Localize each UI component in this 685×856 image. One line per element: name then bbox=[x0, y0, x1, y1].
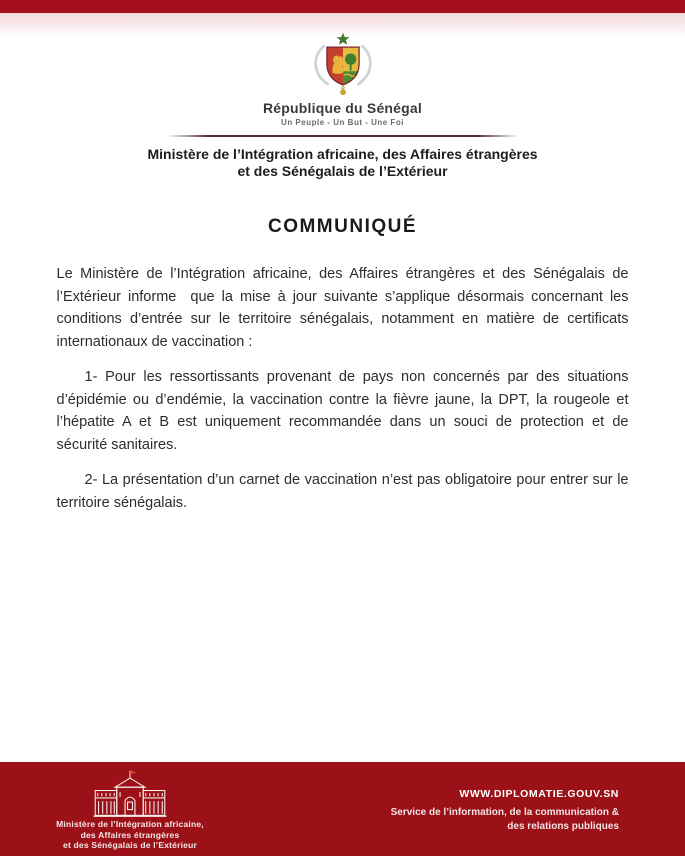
national-motto: Un Peuple - Un But - Une Foi bbox=[281, 118, 404, 127]
ministry-title-line1: Ministère de l’Intégration africaine, des Affaires étrangères bbox=[147, 146, 538, 162]
baobab-trunk bbox=[349, 63, 351, 70]
shield-green-base bbox=[343, 71, 359, 85]
medal bbox=[340, 89, 346, 95]
paragraph-point-1: 1- Pour les ressortissants provenant de pays non concernés par des situations d’épidémie ou d’endémie, la vaccination contre la fièvre jaune, la DPT, la rougeole et l’hépatite A et B est uniquement recommandée dans un souci de protection et de sécurité sanitaires. bbox=[56, 369, 633, 453]
republic-name: République du Sénégal bbox=[263, 100, 422, 116]
senegal-coat-of-arms-icon bbox=[295, 31, 391, 97]
ministry-title-line2: et des Sénégalais de l’Extérieur bbox=[237, 163, 448, 179]
service-name bbox=[260, 806, 619, 833]
top-red-strip bbox=[0, 0, 685, 13]
ministry-title bbox=[0, 146, 685, 180]
service-line2: des relations publiques bbox=[507, 820, 619, 832]
footer-ministry-line2: des Affaires étrangères bbox=[80, 829, 180, 840]
ministry-building-icon bbox=[86, 769, 174, 817]
document-header bbox=[0, 31, 685, 180]
document-title: COMMUNIQUÉ bbox=[267, 216, 418, 237]
footer-contact-block bbox=[260, 762, 685, 856]
document-footer bbox=[0, 762, 685, 856]
footer-ministry-line1: Ministère de l’Intégration africaine, bbox=[56, 819, 204, 829]
medal-link bbox=[341, 86, 344, 89]
document-body bbox=[56, 263, 633, 514]
footer-ministry-block bbox=[0, 762, 260, 856]
baobab-canopy bbox=[345, 54, 356, 65]
building-flag bbox=[130, 771, 137, 775]
emblem-wrap bbox=[0, 31, 685, 97]
paragraph-point-2: 2- La présentation d’un carnet de vaccination n’est pas obligatoire pour entrer sur le territoire sénégalais. bbox=[56, 472, 633, 511]
website-url: WWW.DIPLOMATIE.GOUV.SN bbox=[459, 788, 619, 800]
left-branch bbox=[315, 46, 327, 84]
service-line1: Service de l’information, de la communication & bbox=[390, 807, 619, 818]
header-divider bbox=[167, 135, 519, 137]
footer-ministry-line3: et des Sénégalais de l’Extérieur bbox=[63, 840, 197, 850]
lion-shape bbox=[332, 56, 343, 75]
paragraph-intro: Le Ministère de l’Intégration africaine, des Affaires étrangères et des Sénégalais de l’Extérieur informe que la mise à jour suivante s’applique désormais concernant les conditions d’entrée sur le territoire sénégalais, notamment en matière de certificats internationaux de vaccination : bbox=[56, 266, 633, 350]
right-branch bbox=[358, 46, 370, 84]
star-shape bbox=[336, 33, 349, 45]
footer-ministry-name bbox=[56, 819, 204, 851]
